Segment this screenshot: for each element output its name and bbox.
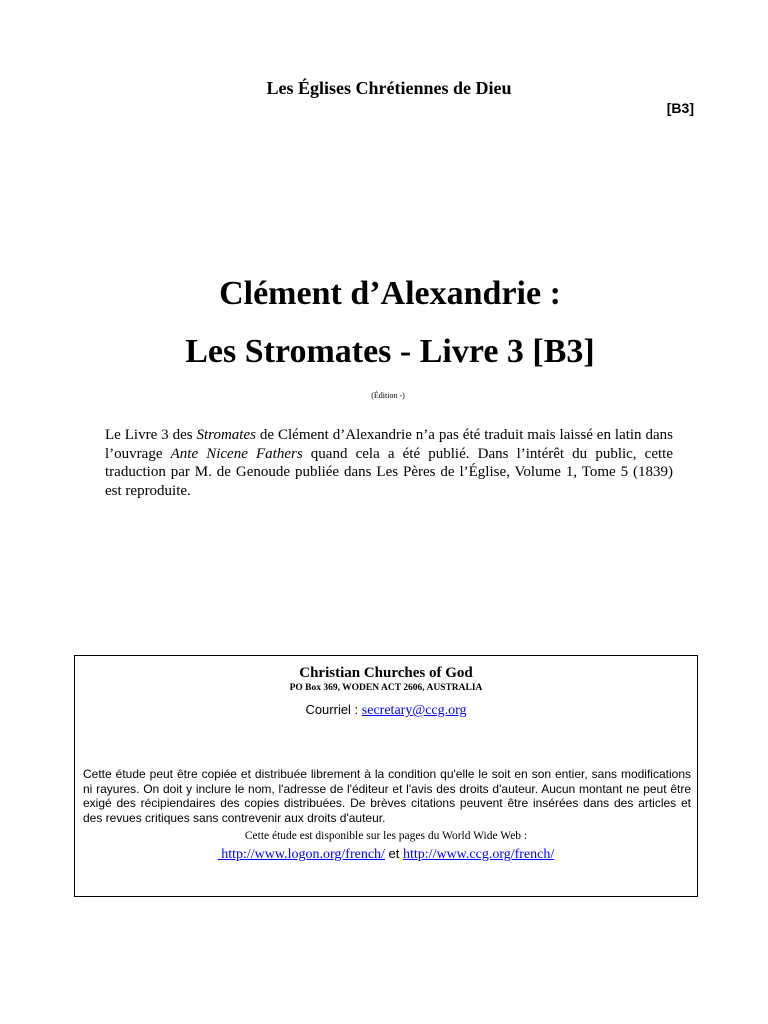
publisher-info-box: [74, 655, 698, 897]
document-title-line-1: Clément d’Alexandrie :: [219, 275, 561, 312]
document-code: [B3]: [666, 100, 694, 116]
email-link[interactable]: secretary@ccg.org: [361, 703, 467, 718]
organization-title: Les Églises Chrétiennes de Dieu: [266, 78, 512, 98]
intro-text-part-1: Le Livre 3 des: [105, 427, 197, 443]
publisher-address: PO Box 369, WODEN ACT 2606, AUSTRALIA: [289, 683, 483, 693]
logon-website-link[interactable]: http://www.logon.org/french/: [217, 847, 385, 862]
stromates-title: Stromates: [196, 427, 256, 443]
intro-text-part-2: de Clément d’Alexandrie n’a pas été traduit mais laissé en latin dans l’ouvrage: [105, 427, 673, 462]
intro-paragraph: [105, 426, 673, 500]
license-notice: Cette étude peut être copiée et distribuée librement à la condition qu'elle le soit en son entier, sans modifications ni rayures. On doit y inclure le nom, l'adresse de l'éditeur et l'avis des droits d'auteur. Aucun montant ne peut être exigé des récipiendaires des copies distribuées. De brèves citations peuvent être insérées dans des articles et des revues critiques sans contrevenir aux droits d'auteur.: [83, 767, 691, 825]
document-title-line-2: Les Stromates - Livre 3 [B3]: [185, 333, 595, 370]
availability-notice: Cette étude est disponible sur les pages du World Wide Web :: [244, 830, 528, 842]
ccg-website-link[interactable]: http://www.ccg.org/french/: [403, 847, 555, 862]
email-line: [75, 702, 697, 719]
url-separator: et: [384, 846, 404, 861]
ante-nicene-fathers-title: Ante Nicene Fathers: [170, 445, 303, 462]
website-links: [75, 846, 697, 863]
intro-text-part-3: quand cela a été publié. Dans l’intérêt du public, cette traduction par M. de Genoude publiée dans Les Pères de l’Église, Volume 1, Tome 5 (1839) est reproduite.: [105, 445, 673, 499]
email-label: Courriel :: [305, 702, 362, 717]
edition-label: (Édition -): [371, 391, 405, 400]
publisher-name: Christian Churches of God: [299, 665, 473, 681]
